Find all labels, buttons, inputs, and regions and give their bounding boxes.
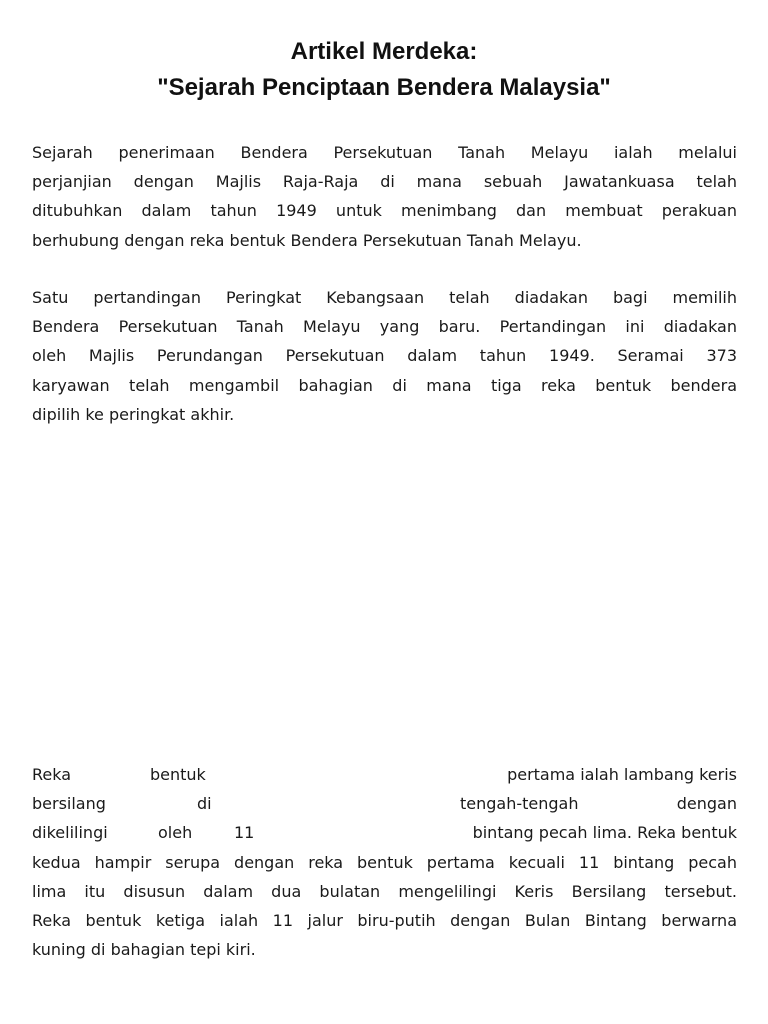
text-line: Bendera Persekutuan Tanah Melayu yang baru. Pertandingan ini diadakan — [32, 317, 737, 337]
text-segment: oleh — [158, 823, 193, 843]
text-line: kedua hampir serupa dengan reka bentuk pertama kecuali 11 bintang pecah — [32, 852, 737, 872]
text-segment: Reka — [32, 765, 72, 784]
text-segment: bintang pecah lima. Reka bentuk — [472, 823, 737, 843]
text-line-gapped — [32, 789, 737, 818]
text-segment: pertama ialah lambang keris — [507, 765, 737, 784]
paragraph-designs — [32, 760, 737, 964]
text-segment: dengan — [676, 794, 737, 814]
paragraph-history — [32, 138, 737, 255]
article-title: Artikel Merdeka: — [290, 38, 478, 65]
text-line-gapped — [32, 818, 737, 847]
text-line: dipilih ke peringkat akhir. — [32, 404, 235, 424]
text-line: ditubuhkan dalam tahun 1949 untuk menimbang dan membuat perakuan — [32, 201, 737, 221]
text-line: Reka bentuk ketiga ialah 11 jalur biru-putih dengan Bulan Bintang berwarna — [32, 910, 737, 930]
text-segment: dikelilingi — [32, 823, 108, 843]
text-line: Sejarah penerimaan Bendera Persekutuan Tanah Melayu ialah melalui — [32, 143, 737, 162]
text-line: karyawan telah mengambil bahagian di mana tiga reka bentuk bendera — [32, 375, 737, 395]
text-segment: bentuk — [150, 765, 206, 784]
text-segment: 11 — [234, 823, 255, 843]
text-line: kuning di bahagian tepi kiri. — [32, 940, 256, 960]
text-line: Satu pertandingan Peringkat Kebangsaan telah diadakan bagi memilih — [32, 288, 737, 307]
paragraph-competition — [32, 283, 737, 429]
article-subtitle: "Sejarah Penciptaan Bendera Malaysia" — [157, 74, 611, 101]
text-segment: tengah-tengah — [460, 794, 579, 814]
text-line: perjanjian dengan Majlis Raja-Raja di mana sebuah Jawatankuasa telah — [32, 172, 737, 192]
text-line: berhubung dengan reka bentuk Bendera Persekutuan Tanah Melayu. — [32, 230, 582, 250]
text-line: oleh Majlis Perundangan Persekutuan dalam tahun 1949. Seramai 373 — [32, 346, 737, 366]
text-line: lima itu disusun dalam dua bulatan mengelilingi Keris Bersilang tersebut. — [32, 881, 737, 901]
text-segment: di — [197, 794, 212, 814]
text-segment: bersilang — [32, 794, 106, 814]
text-line-gapped — [32, 760, 737, 789]
